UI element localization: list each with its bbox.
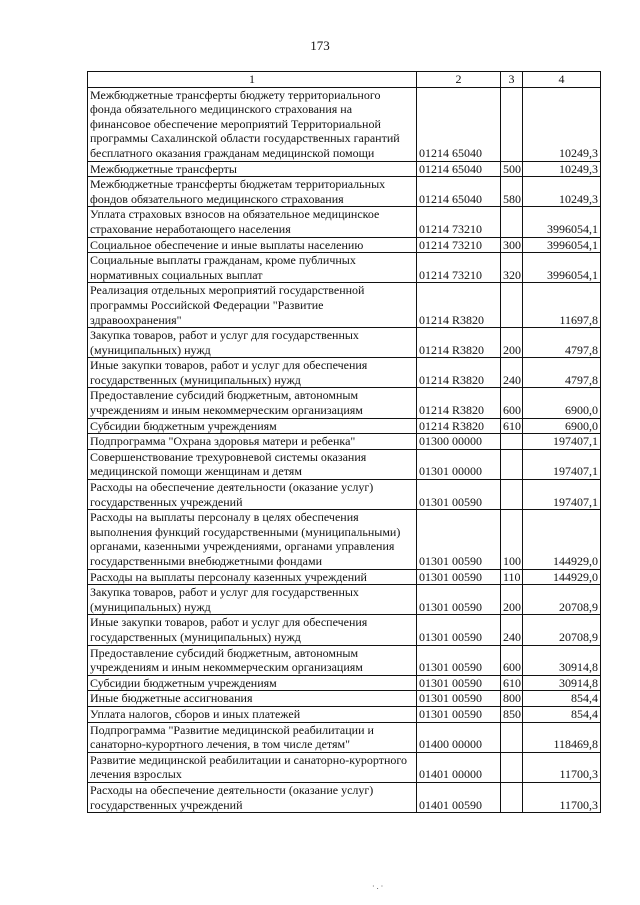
table-row bbox=[88, 585, 601, 615]
row-name: Закупка товаров, работ и услуг для государственных (муниципальных) нужд bbox=[88, 328, 417, 358]
table-row bbox=[88, 706, 601, 722]
scan-mark: ·.· bbox=[372, 882, 386, 891]
row-type: 200 bbox=[501, 585, 523, 615]
row-code: 01214 R3820 bbox=[417, 328, 501, 358]
row-amount: 30914,8 bbox=[523, 675, 601, 691]
table-row bbox=[88, 691, 601, 707]
row-type: 200 bbox=[501, 328, 523, 358]
row-amount: 4797,8 bbox=[523, 358, 601, 388]
row-name: Закупка товаров, работ и услуг для государственных (муниципальных) нужд bbox=[88, 585, 417, 615]
row-amount: 10249,3 bbox=[523, 87, 601, 161]
row-code: 01214 73210 bbox=[417, 237, 501, 253]
row-code: 01401 00590 bbox=[417, 782, 501, 812]
row-amount: 11697,8 bbox=[523, 283, 601, 328]
table-row bbox=[88, 449, 601, 479]
row-code: 01214 65040 bbox=[417, 161, 501, 177]
table-row bbox=[88, 752, 601, 782]
row-code: 01301 00590 bbox=[417, 480, 501, 510]
row-code: 01214 R3820 bbox=[417, 418, 501, 434]
row-name: Совершенствование трехуровневой системы оказания медицинской помощи женщинам и детям bbox=[88, 449, 417, 479]
row-code: 01214 65040 bbox=[417, 87, 501, 161]
row-code: 01214 65040 bbox=[417, 177, 501, 207]
row-name: Подпрограмма "Развитие медицинской реабилитации и санаторно-курортного лечения, в том числе детям" bbox=[88, 722, 417, 752]
row-code: 01301 00590 bbox=[417, 615, 501, 645]
table-row bbox=[88, 722, 601, 752]
table-row bbox=[88, 161, 601, 177]
row-name: Субсидии бюджетным учреждениям bbox=[88, 675, 417, 691]
row-name: Социальные выплаты гражданам, кроме публичных нормативных социальных выплат bbox=[88, 253, 417, 283]
column-header-type: 3 bbox=[501, 72, 523, 88]
row-code: 01401 00000 bbox=[417, 752, 501, 782]
row-code: 01301 00590 bbox=[417, 691, 501, 707]
row-type bbox=[501, 434, 523, 450]
row-name: Межбюджетные трансферты бюджетам территориальных фондов обязательного медицинского страхования bbox=[88, 177, 417, 207]
row-type: 500 bbox=[501, 161, 523, 177]
row-type bbox=[501, 782, 523, 812]
row-name: Расходы на обеспечение деятельности (оказание услуг) государственных учреждений bbox=[88, 782, 417, 812]
row-type: 850 bbox=[501, 706, 523, 722]
row-name: Субсидии бюджетным учреждениям bbox=[88, 418, 417, 434]
row-name: Реализация отдельных мероприятий государственной программы Российской Федерации "Развитие здравоохранения" bbox=[88, 283, 417, 328]
table-row bbox=[88, 283, 601, 328]
row-code: 01301 00590 bbox=[417, 569, 501, 585]
row-name: Уплата налогов, сборов и иных платежей bbox=[88, 706, 417, 722]
row-name: Предоставление субсидий бюджетным, автономным учреждениям и иным некоммерческим организациям bbox=[88, 388, 417, 418]
row-amount: 854,4 bbox=[523, 706, 601, 722]
row-type: 610 bbox=[501, 675, 523, 691]
row-type: 600 bbox=[501, 388, 523, 418]
table-row bbox=[88, 418, 601, 434]
row-code: 01301 00590 bbox=[417, 510, 501, 569]
row-code: 01301 00590 bbox=[417, 706, 501, 722]
row-type bbox=[501, 283, 523, 328]
table-row bbox=[88, 510, 601, 569]
table-row bbox=[88, 645, 601, 675]
column-header-code: 2 bbox=[417, 72, 501, 88]
row-type bbox=[501, 449, 523, 479]
row-name: Предоставление субсидий бюджетным, автономным учреждениям и иным некоммерческим организациям bbox=[88, 645, 417, 675]
row-type: 100 bbox=[501, 510, 523, 569]
row-code: 01400 00000 bbox=[417, 722, 501, 752]
row-amount: 30914,8 bbox=[523, 645, 601, 675]
table-row bbox=[88, 569, 601, 585]
table-row bbox=[88, 87, 601, 161]
table-row bbox=[88, 253, 601, 283]
row-amount: 197407,1 bbox=[523, 480, 601, 510]
row-amount: 144929,0 bbox=[523, 510, 601, 569]
row-amount: 3996054,1 bbox=[523, 253, 601, 283]
row-type bbox=[501, 722, 523, 752]
table-row bbox=[88, 434, 601, 450]
row-amount: 3996054,1 bbox=[523, 237, 601, 253]
row-type bbox=[501, 752, 523, 782]
row-name: Развитие медицинской реабилитации и санаторно-курортного лечения взрослых bbox=[88, 752, 417, 782]
row-name: Иные бюджетные ассигнования bbox=[88, 691, 417, 707]
row-code: 01214 73210 bbox=[417, 253, 501, 283]
row-name: Подпрограмма "Охрана здоровья матери и ребенка" bbox=[88, 434, 417, 450]
row-amount: 4797,8 bbox=[523, 328, 601, 358]
row-amount: 20708,9 bbox=[523, 585, 601, 615]
table-row bbox=[88, 328, 601, 358]
row-name: Уплата страховых взносов на обязательное медицинское страхование неработающего населения bbox=[88, 207, 417, 237]
row-amount: 11700,3 bbox=[523, 782, 601, 812]
row-amount: 118469,8 bbox=[523, 722, 601, 752]
row-name: Иные закупки товаров, работ и услуг для обеспечения государственных (муниципальных) нужд bbox=[88, 615, 417, 645]
row-type: 610 bbox=[501, 418, 523, 434]
row-type: 300 bbox=[501, 237, 523, 253]
row-amount: 197407,1 bbox=[523, 449, 601, 479]
row-type: 600 bbox=[501, 645, 523, 675]
row-amount: 20708,9 bbox=[523, 615, 601, 645]
row-code: 01301 00000 bbox=[417, 449, 501, 479]
row-name: Межбюджетные трансферты bbox=[88, 161, 417, 177]
row-type: 800 bbox=[501, 691, 523, 707]
row-type bbox=[501, 480, 523, 510]
row-name: Социальное обеспечение и иные выплаты населению bbox=[88, 237, 417, 253]
table-row bbox=[88, 207, 601, 237]
table-row bbox=[88, 388, 601, 418]
row-code: 01301 00590 bbox=[417, 585, 501, 615]
row-code: 01214 R3820 bbox=[417, 283, 501, 328]
row-amount: 6900,0 bbox=[523, 388, 601, 418]
row-code: 01214 73210 bbox=[417, 207, 501, 237]
column-header-name: 1 bbox=[88, 72, 417, 88]
row-type: 110 bbox=[501, 569, 523, 585]
row-amount: 854,4 bbox=[523, 691, 601, 707]
row-type: 240 bbox=[501, 358, 523, 388]
column-header-amount: 4 bbox=[523, 72, 601, 88]
row-name: Расходы на выплаты персоналу в целях обеспечения выполнения функций государственными (муниципальными) органами, казенными учреждениями, органами управления государственными внебюджетными фондами bbox=[88, 510, 417, 569]
row-type bbox=[501, 207, 523, 237]
table-row bbox=[88, 782, 601, 812]
table-row bbox=[88, 615, 601, 645]
table-row bbox=[88, 675, 601, 691]
row-type: 580 bbox=[501, 177, 523, 207]
row-type bbox=[501, 87, 523, 161]
table-row bbox=[88, 480, 601, 510]
row-name: Расходы на выплаты персоналу казенных учреждений bbox=[88, 569, 417, 585]
row-name: Иные закупки товаров, работ и услуг для обеспечения государственных (муниципальных) нужд bbox=[88, 358, 417, 388]
table-row bbox=[88, 177, 601, 207]
row-type: 320 bbox=[501, 253, 523, 283]
row-amount: 10249,3 bbox=[523, 161, 601, 177]
row-amount: 6900,0 bbox=[523, 418, 601, 434]
row-code: 01301 00590 bbox=[417, 675, 501, 691]
row-amount: 3996054,1 bbox=[523, 207, 601, 237]
row-code: 01214 R3820 bbox=[417, 388, 501, 418]
row-type: 240 bbox=[501, 615, 523, 645]
row-name: Межбюджетные трансферты бюджету территориального фонда обязательного медицинского страхования на финансовое обеспечение мероприятий Территориальной программы Сахалинской области государственных гарантий бесплатного оказания гражданам медицинской помощи bbox=[88, 87, 417, 161]
budget-table bbox=[87, 71, 601, 813]
row-amount: 144929,0 bbox=[523, 569, 601, 585]
row-code: 01214 R3820 bbox=[417, 358, 501, 388]
row-amount: 197407,1 bbox=[523, 434, 601, 450]
table-row bbox=[88, 358, 601, 388]
row-name: Расходы на обеспечение деятельности (оказание услуг) государственных учреждений bbox=[88, 480, 417, 510]
table-row bbox=[88, 237, 601, 253]
row-amount: 10249,3 bbox=[523, 177, 601, 207]
row-code: 01300 00000 bbox=[417, 434, 501, 450]
table-header-row bbox=[88, 72, 601, 88]
row-code: 01301 00590 bbox=[417, 645, 501, 675]
row-amount: 11700,3 bbox=[523, 752, 601, 782]
page-number: 173 bbox=[310, 38, 330, 53]
